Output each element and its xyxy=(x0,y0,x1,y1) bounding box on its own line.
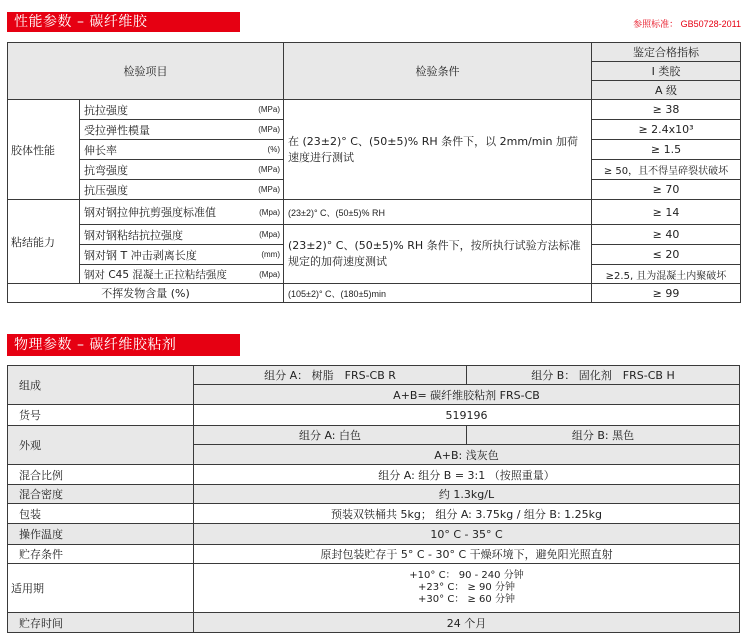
appearance-a: 组分 A: 白色 xyxy=(193,425,467,445)
label-pot-life: 适用期 xyxy=(7,563,194,613)
reference-standard: 参照标准： GB50728-2011 xyxy=(633,19,741,29)
composition-a: 组分 A： 树脂 FRS-CB R xyxy=(193,365,467,385)
composition-ab: A+B= 碳纤维胶粘剂 FRS-CB xyxy=(193,384,740,405)
group-gel-properties: 胶体性能 xyxy=(7,99,80,200)
value-pot-life xyxy=(193,563,740,613)
value-concrete-bond: ≥2.5, 且为混凝土内聚破坏 xyxy=(591,264,741,284)
item-unit: (MPa) xyxy=(258,185,280,194)
item-label: 钢对钢粘结抗拉强度 xyxy=(84,228,183,242)
row-flexural-strength xyxy=(79,159,284,180)
label-storage-time: 贮存时间 xyxy=(7,612,194,633)
value-storage-time: 24 个月 xyxy=(193,612,740,633)
row-steel-tensile xyxy=(79,224,284,245)
value-compressive-strength: ≥ 70 xyxy=(591,179,741,200)
value-operating-temp: 10° C - 35° C xyxy=(193,523,740,545)
pot-life-line: +23° C： ≥ 90 分钟 xyxy=(418,582,515,593)
item-label: 抗压强度 xyxy=(84,183,128,197)
label-mix-density: 混合密度 xyxy=(7,484,194,504)
item-unit: (MPa) xyxy=(258,125,280,134)
item-unit: (Mpa) xyxy=(259,207,280,217)
value-tensile-modulus: ≥ 2.4x10³ xyxy=(591,119,741,140)
value-steel-shear: ≥ 14 xyxy=(591,199,741,225)
value-tensile-strength: ≥ 38 xyxy=(591,99,741,120)
row-steel-shear xyxy=(79,199,284,225)
row-t-peel xyxy=(79,244,284,265)
condition-bonding: (23±2)° C、(50±5)% RH 条件下，按所执行试验方法标准规定的加荷速度测试 xyxy=(283,224,592,284)
composition-b: 组分 B： 固化剂 FRS-CB H xyxy=(466,365,740,385)
item-unit: (MPa) xyxy=(258,165,280,174)
value-mix-density: 约 1.3kg/L xyxy=(193,484,740,504)
row-concrete-bond xyxy=(79,264,284,284)
item-unit: (Mpa) xyxy=(259,269,280,279)
value-mix-ratio: 组分 A: 组分 B = 3:1 （按照重量） xyxy=(193,464,740,485)
row-tensile-strength xyxy=(79,99,284,120)
label-composition: 组成 xyxy=(7,365,194,405)
label-operating-temp: 操作温度 xyxy=(7,523,194,545)
label-item-no: 货号 xyxy=(7,404,194,426)
label-appearance: 外观 xyxy=(7,425,194,465)
section-title-physical: 物理参数 – 碳纤维胶粘剂 xyxy=(7,334,240,356)
row-nonvolatile-content: 不挥发物含量 (%) xyxy=(7,283,284,303)
condition-steel-shear: (23±2)° C、(50±5)% RH xyxy=(283,199,592,225)
header-inspection-condition: 检验条件 xyxy=(283,42,592,100)
appearance-ab: A+B: 浅灰色 xyxy=(193,444,740,465)
item-label: 伸长率 xyxy=(84,143,117,157)
row-tensile-modulus xyxy=(79,119,284,140)
condition-gel: 在 (23±2)° C、(50±5)% RH 条件下，以 2mm/min 加荷速度进行测试 xyxy=(283,99,592,200)
value-nonvolatile: ≥ 99 xyxy=(591,283,741,303)
value-steel-tensile: ≥ 40 xyxy=(591,224,741,245)
item-unit: (mm) xyxy=(261,250,280,259)
label-packaging: 包装 xyxy=(7,503,194,524)
item-label: 钢对钢 T 冲击剥离长度 xyxy=(84,248,197,262)
row-compressive-strength xyxy=(79,179,284,200)
header-class: I 类胶 xyxy=(591,61,741,81)
row-elongation xyxy=(79,139,284,160)
value-storage-condition: 原封包装贮存于 5° C - 30° C 干燥环境下，避免阳光照直射 xyxy=(193,544,740,564)
item-label: 抗弯强度 xyxy=(84,163,128,177)
group-bonding-ability: 粘结能力 xyxy=(7,199,80,284)
item-unit: (%) xyxy=(267,145,280,154)
value-t-peel: ≤ 20 xyxy=(591,244,741,265)
item-label: 受拉弹性模量 xyxy=(84,123,150,137)
label-mix-ratio: 混合比例 xyxy=(7,464,194,485)
value-packaging: 预装双铁桶共 5kg； 组分 A: 3.75kg / 组分 B: 1.25kg xyxy=(193,503,740,524)
value-item-no: 519196 xyxy=(193,404,740,426)
section-title-performance: 性能参数 – 碳纤维胶 xyxy=(7,12,240,32)
item-unit: (MPa) xyxy=(258,105,280,114)
header-inspection-item: 检验项目 xyxy=(7,42,284,100)
value-elongation: ≥ 1.5 xyxy=(591,139,741,160)
item-unit: (Mpa) xyxy=(259,230,280,239)
condition-nonvolatile: (105±2)° C、(180±5)min xyxy=(283,283,592,303)
header-grade: A 级 xyxy=(591,80,741,100)
item-label: 钢对钢拉伸抗剪强度标准值 xyxy=(84,206,216,219)
header-criteria: 鉴定合格指标 xyxy=(591,42,741,62)
item-label: 抗拉强度 xyxy=(84,103,128,117)
label-storage-condition: 贮存条件 xyxy=(7,544,194,564)
appearance-b: 组分 B: 黑色 xyxy=(466,425,740,445)
pot-life-line: +10° C： 90 - 240 分钟 xyxy=(409,570,524,581)
value-flexural-strength: ≥ 50，且不得呈碎裂状破坏 xyxy=(591,159,741,180)
item-label: 钢对 C45 混凝土正拉粘结强度 xyxy=(84,268,227,281)
pot-life-line: +30° C： ≥ 60 分钟 xyxy=(418,594,515,605)
